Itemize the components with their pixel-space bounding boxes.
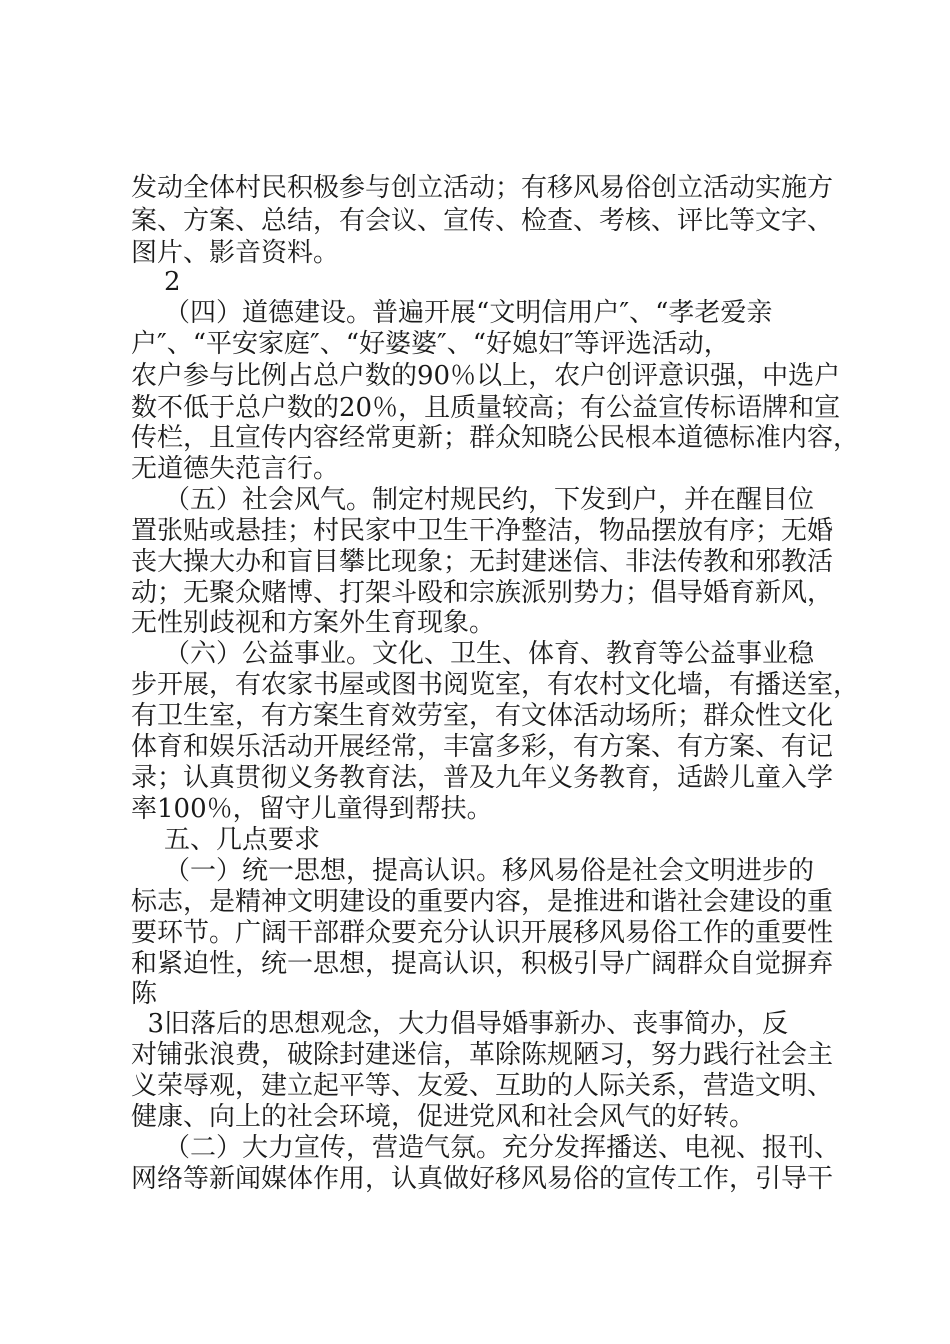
text-line: 录；认真贯彻义务教育法，普及九年义务教育，适龄儿童入学 [131,763,834,793]
text-line: 丧大操大办和盲目攀比现象；无封建迷信、非法传教和邪教活 [131,547,834,577]
section-heading: 五、几点要求 [131,825,321,855]
text-line: （四）道德建设。普遍开展“文明信用户″、“孝老爱亲 [131,298,773,328]
text-line: 步开展，有农家书屋或图书阅览室，有农村文化墙，有播送室， [131,670,860,700]
text-line: 户″、“平安家庭″、“好婆婆″、“好媳妇″等评选活动， [131,329,730,359]
text-line: 3旧落后的思想观念，大力倡导婚事新办、丧事简办，反 [131,1009,789,1039]
text-line: （五）社会风气。制定村规民约，下发到户，并在醒目位 [131,485,815,515]
text-line: 图片、影音资料。 [131,238,340,268]
text-line: 发动全体村民积极参与创立活动；有移风易俗创立活动实施方 [131,173,834,203]
text-line: （一）统一思想，提高认识。移风易俗是社会文明进步的 [131,856,815,886]
text-line: 网络等新闻媒体作用，认真做好移风易俗的宣传工作，引导干 [131,1164,834,1194]
text-line: （六）公益事业。文化、卫生、体育、教育等公益事业稳 [131,639,815,669]
text-line: 标志，是精神文明建设的重要内容，是推进和谐社会建设的重 [131,887,834,917]
text-line: 体育和娱乐活动开展经常，丰富多彩，有方案、有方案、有记 [131,732,834,762]
text-line: 对铺张浪费，破除封建迷信，革除陈规陋习，努力践行社会主 [131,1040,834,1070]
text-line: 陈 [131,979,158,1009]
text-line: 传栏，且宣传内容经常更新；群众知晓公民根本道德标准内容， [131,423,860,453]
text-line: 无道德失范言行。 [131,454,340,484]
text-line: 案、方案、总结，有会议、宣传、检查、考核、评比等文字、 [131,206,834,236]
text-line: 无性别歧视和方案外生育现象。 [131,608,496,638]
text-line: 要环节。广阔干部群众要充分认识开展移风易俗工作的重要性 [131,918,834,948]
text-line: （二）大力宣传，营造气氛。充分发挥播送、电视、报刊、 [131,1133,841,1163]
text-line: 数不低于总户数的20％，且质量较高；有公益宣传标语牌和宣 [131,393,841,423]
text-line: 率100％，留守儿童得到帮扶。 [131,794,493,824]
text-line: 有卫生室，有方案生育效劳室，有文体活动场所；群众性文化 [131,701,834,731]
text-line: 健康、向上的社会环境，促进党风和社会风气的好转。 [131,1102,756,1132]
text-line: 动；无聚众赌博、打架斗殴和宗族派别势力；倡导婚育新风， [131,578,834,608]
text-line: 义荣辱观，建立起平等、友爱、互助的人际关系，营造文明、 [131,1071,834,1101]
text-line: 和紧迫性，统一思想，提高认识，积极引导广阔群众自觉摒弃 [131,949,834,979]
text-line: 置张贴或悬挂；村民家中卫生干净整洁，物品摆放有序；无婚 [131,516,834,546]
page-number: 2 [131,267,181,297]
text-line: 农户参与比例占总户数的90％以上，农户创评意识强，中选户 [131,361,841,391]
